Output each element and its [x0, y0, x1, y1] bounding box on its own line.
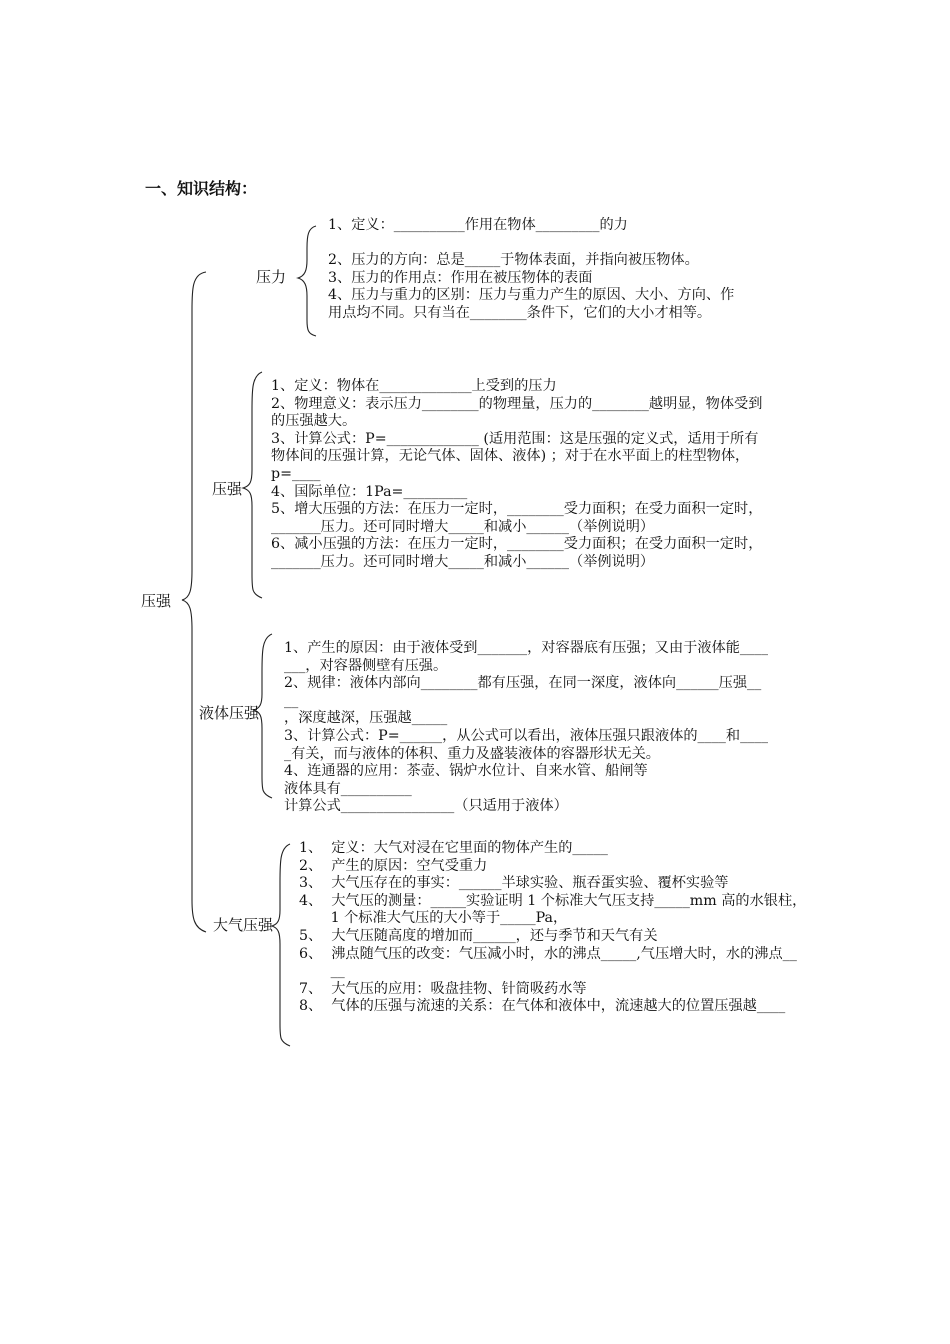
text-line: 4、压力与重力的区别：压力与重力产生的原因、大小、方向、作: [328, 287, 735, 304]
text-line: 1、定义：__________作用在物体_________的力: [328, 217, 628, 233]
text-line: 1、定义：物体在_____________上受到的压力: [271, 378, 557, 394]
text-line: ___，对容器侧壁有压强。: [284, 657, 448, 674]
atmospheric-pressure-label: 大气压强: [213, 916, 274, 934]
pressure-force-label: 压力: [256, 268, 287, 286]
text-line: ，深度越深，压强越_____: [284, 710, 448, 727]
text-line: 7、 大气压的应用：吸盘挂物、针筒吸药水等: [299, 980, 587, 997]
text-line: 4、国际单位：1Pa=_________: [271, 483, 468, 500]
text-line: 用点均不同。只有当在________条件下，它们的大小才相等。: [328, 304, 712, 321]
text-line: 2、 产生的原因：空气受重力: [299, 857, 488, 874]
text-line: 6、减小压强的方法：在压力一定时，________受力面积；在受力面积一定时，: [271, 536, 763, 553]
atmospheric-pressure-block: [299, 840, 806, 1016]
root-label: 压强: [141, 592, 172, 610]
text-line: _______压力。还可同时增大_____和减小______（举例说明）: [271, 553, 655, 570]
text-line: __: [299, 963, 345, 980]
text-line: 计算公式________________（只适用于液体）: [284, 798, 568, 815]
text-line: 3、压力的作用点：作用在被压物体的表面: [328, 269, 593, 286]
text-line: 4、连通器的应用：茶壶、锅炉水位计、自来水管、船闸等: [284, 763, 648, 780]
section-heading: 一、知识结构：: [145, 179, 258, 198]
text-line: 2、物理意义：表示压力________的物理量，压力的________越明显，物体受到: [271, 395, 763, 412]
pressure-block: [271, 378, 762, 572]
text-line: _有关，而与液体的体积、重力及盛装液体的容器形状无关。: [284, 745, 660, 762]
text-line: _______压力。还可同时增大_____和减小______（举例说明）: [271, 518, 655, 535]
pressure-brace-icon: [243, 372, 262, 598]
pressure-force-block: [328, 217, 734, 323]
text-line: 的压强越大。: [271, 413, 357, 430]
text-line: __: [284, 692, 299, 709]
liquid-pressure-label: 液体压强: [199, 704, 260, 722]
pressure-force-brace-icon: [298, 226, 316, 336]
text-line: 6、 沸点随气压的改变：气压减小时，水的沸点_____,气压增大时，水的沸点__: [299, 945, 797, 962]
text-line: 3、计算公式：P=_____________ (适用范围：这是压强的定义式，适用于所有: [271, 430, 759, 447]
text-line: 物体间的压强计算，无论气体、固体、液体) ；对于在水平面上的柱型物体，: [271, 448, 750, 465]
text-line: 液体具有__________: [284, 780, 412, 797]
text-line: 8、 气体的压强与流速的关系：在气体和液体中，流速越大的位置压强越____: [299, 998, 786, 1015]
liquid-pressure-block: [284, 640, 768, 818]
text-line: 4、 大气压的测量：_____实验证明 1 个标准大气压支持_____mm 高的水银柱，: [299, 892, 807, 909]
text-line: 3、计算公式：P=______，从公式可以看出，液体压强只跟液体的____和____: [284, 727, 769, 744]
text-line: 1、产生的原因：由于液体受到_______，对容器底有压强；又由于液体能____: [284, 640, 769, 656]
text-line: 2、规律：液体内部向________都有压强，在同一深度，液体向______压强__: [284, 675, 762, 692]
text-line: 5、增大压强的方法：在压力一定时，________受力面积；在受力面积一定时，: [271, 501, 763, 518]
text-line: p=____: [271, 465, 321, 482]
pressure-label: 压强: [212, 480, 243, 498]
root-brace-icon: [182, 272, 206, 932]
text-line: 3、 大气压存在的事实：______半球实验、瓶吞蛋实验、覆杯实验等: [299, 875, 729, 892]
atmospheric-pressure-brace-icon: [272, 844, 290, 1046]
text-line: 2、压力的方向：总是_____于物体表面，并指向被压物体。: [328, 252, 699, 269]
text-line: 1 个标准大气压的大小等于_____Pa，: [299, 910, 568, 927]
text-line: 5、 大气压随高度的增加而______，还与季节和天气有关: [299, 927, 658, 944]
blank-line: [328, 235, 734, 253]
text-line: 1、 定义：大气对浸在它里面的物体产生的_____: [299, 840, 608, 856]
